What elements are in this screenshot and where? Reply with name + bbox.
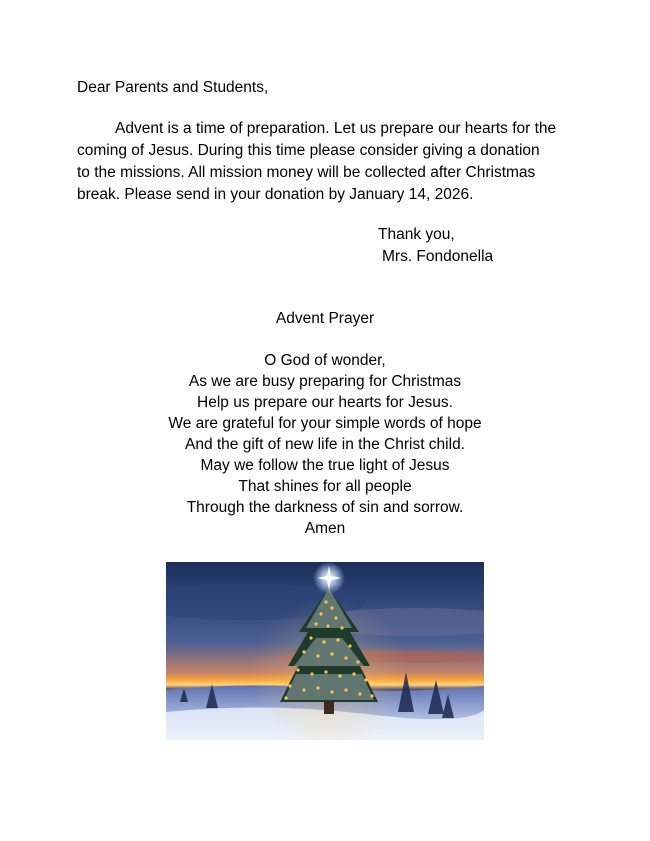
prayer-line: Through the darkness of sin and sorrow. xyxy=(186,499,464,516)
signoff xyxy=(378,224,493,268)
prayer-line: And the gift of new life in the Christ child. xyxy=(184,436,465,453)
prayer-line: That shines for all people xyxy=(238,478,412,495)
prayer-line: As we are busy preparing for Christmas xyxy=(188,373,462,390)
christmas-tree-illustration xyxy=(166,562,484,740)
greeting: Dear Parents and Students, xyxy=(77,79,269,96)
prayer-text xyxy=(0,350,650,539)
paragraph-line: break. Please send in your donation by January 14, 2026. xyxy=(77,186,474,203)
prayer-line: Help us prepare our hearts for Jesus. xyxy=(197,394,453,411)
donation-paragraph xyxy=(77,118,587,206)
paragraph-line: coming of Jesus. During this time please consider giving a donation xyxy=(77,142,540,159)
signature: Mrs. Fondonella xyxy=(382,248,494,265)
prayer-line: O God of wonder, xyxy=(264,352,386,369)
prayer-line: We are grateful for your simple words of hope xyxy=(168,415,482,432)
closing: Thank you, xyxy=(378,226,455,243)
paragraph-line: to the missions. All mission money will be collected after Christmas xyxy=(77,164,536,181)
paragraph-line: Advent is a time of preparation. Let us prepare our hearts for the xyxy=(115,120,557,137)
prayer-line: Amen xyxy=(304,520,346,537)
prayer-title: Advent Prayer xyxy=(275,310,375,327)
prayer-line: May we follow the true light of Jesus xyxy=(200,457,450,474)
christmas-tree-image xyxy=(166,562,484,740)
